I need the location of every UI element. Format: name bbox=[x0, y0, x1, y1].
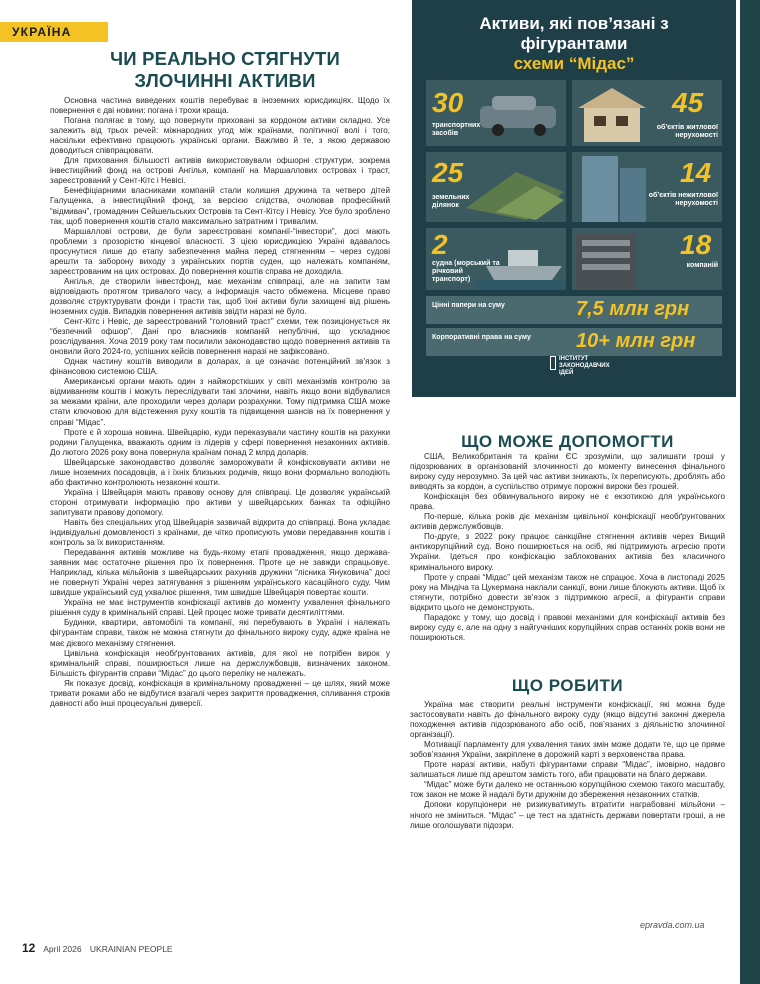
paragraph: Мотивації парламенту для ухвалення таких змін може додати те, що це пряме зобов’язання України, закріплене в дорожній карті з верховенства права. bbox=[410, 740, 725, 760]
paragraph: США, Великобританія та країни ЄС зрозуміли, що залишати гроші у підозрюваних в організованій злочинності до моменту винесення фінального вироку суду нерозумно. За цей час активи зникають, їх переписують, дроблять або виводять за кордон, а суспільство отримує порожні вироки без грошей. bbox=[410, 452, 725, 492]
infographic-title-line-1: Активи, які пов’язані з bbox=[479, 14, 669, 33]
stat-card-vessels bbox=[426, 228, 566, 290]
securities-value: 7,5 млн грн bbox=[576, 298, 690, 320]
securities-row bbox=[426, 296, 722, 324]
stat-number: 45 bbox=[672, 87, 704, 118]
magazine-name: UKRAINIAN PEOPLE bbox=[89, 944, 173, 954]
paragraph: Проте наразі активи, набуті фігурантами справи “Мідас”, імовірно, надовго залишаться лише під арештом замість того, аби працювати на благо держави. bbox=[410, 760, 725, 780]
stat-label: судна (морський та річковий транспорт) bbox=[432, 260, 500, 283]
stat-label: об’єктів нежитлової нерухомості bbox=[648, 192, 718, 207]
institute-logo bbox=[550, 356, 608, 377]
paragraph: Парадокс у тому, що досвід і правові механізми для конфіскації активів без вироку суду є, але на одну з найгучніших корупційних справ останніх років вони не поширюються. bbox=[410, 612, 725, 642]
left-column bbox=[50, 96, 390, 709]
corporate-rights-value: 10+ млн грн bbox=[576, 330, 696, 352]
paragraph: “Мідас” може бути далеко не останньою корупційною схемою такого масштабу, тож закон не може й надалі бути дружнім до збереження незаконних статків. bbox=[410, 780, 725, 800]
paragraph: Однак частину коштів виводили в доларах, а це означає потенційний зв’язок з фінансовою системою США. bbox=[50, 357, 390, 377]
right-column-help bbox=[410, 452, 725, 643]
paragraph: По-перше, кілька років діє механізм цивільної конфіскації необґрунтованих активів держслужбовців. bbox=[410, 512, 725, 532]
corporate-rights-row bbox=[426, 328, 722, 356]
headline-line-1: ЧИ РЕАЛЬНО СТЯГНУТИ bbox=[110, 48, 340, 69]
headline bbox=[60, 48, 390, 92]
help-heading: ЩО МОЖЕ ДОПОМОГТИ bbox=[461, 432, 674, 451]
infographic-title-line-3: схеми “Мідас” bbox=[513, 54, 635, 73]
paragraph: Швейцарське законодавство дозволяє заморожувати й конфісковувати активи не лише іноземних посадовців, а і їхніх близьких родичів, якщо вони формально володіють або фактично контролюють незаконні кошти. bbox=[50, 457, 390, 487]
paragraph: Ангілья, де створили інвестфонд, має механізм співпраці, але на запити там відповідають протягом тривалого часу, а інформація часто обмежена. Місцеве право дозволяє структурувати фонди і трасти так, щоб їхні активи були захищені від рішень іноземних судів. Випадків повернення активів звідти наразі не було. bbox=[50, 276, 390, 316]
headline-line-2: ЗЛОЧИННІ АКТИВИ bbox=[134, 70, 316, 91]
paragraph: Американські органи мають один з найжорсткіших у світі механізмів контролю за відмиванням коштів і можуть переслідувати такі злочини, навіть якщо вони відбувалися за межами країни, але проходили через долари розрахунки. Тому підтримка США може стати ключовою для відстеження руху коштів та підвищення шансів на їх повернення у справі “Мідас”. bbox=[50, 377, 390, 427]
stat-card-companies bbox=[572, 228, 722, 290]
paragraph: Бенефіціарними власниками компаній стали колишня дружина та четверо дітей Галущенка, а інвестиційний фонд, за версією слідства, очолював професійний “відмивач”, громадянин Сейшельських Островів та Сент-Кітсу і Невісу. Усе було зроблено так, щоб повернення коштів стало максимально затратним і тривалим. bbox=[50, 186, 390, 226]
paragraph: Основна частина виведених коштів перебуває в іноземних юрисдикціях. Щодо їх повернення є дві новини: погана і трохи краща. bbox=[50, 96, 390, 116]
stat-card-nonresidential bbox=[572, 152, 722, 222]
stat-number: 25 bbox=[432, 157, 464, 188]
paragraph: Україна не має інструментів конфіскації активів до моменту ухвалення фінального рішення суду в кримінальній справі. Цей процес може тривати десятиліттями. bbox=[50, 598, 390, 618]
issue-date: April 2026 bbox=[43, 944, 82, 954]
source-website: epravda.com.ua bbox=[640, 920, 705, 930]
paragraph: Україна має створити реальні інструменти конфіскації, які можна буде застосовувати навіть до фінального вироку суду (якщо відсутні законні джерела походження активів підозрюваного або осіб, пов’язаних з діяльністю злочинної організації). bbox=[410, 700, 725, 740]
paragraph: Проте є й хороша новина. Швейцарію, куди переказували частину коштів на рахунки родини Галущенка, вважають одним із лідерів у сфері повернення незаконних активів. До лютого 2026 року вона повернула країнам понад 2 млрд доларів. bbox=[50, 427, 390, 457]
paragraph: Для приховання більшості активів використовували офшорні структури, зокрема інвестиційний фонд на острові Ангілья, компанії на Маршаллових островах і траст, зареєстрований у Сент-Кітс і Невісі. bbox=[50, 156, 390, 186]
paragraph: По-друге, з 2022 року працює санкційне стягнення активів через Вищий антикорупційний суд. Воно поширюється на осіб, які підтримують агресію проти України. Ідеться про конфіскацію заблокованих активів без класичного кримінального вироку. bbox=[410, 532, 725, 572]
logo-mark-icon bbox=[550, 356, 556, 370]
paragraph: Погана полягає в тому, що повернути приховані за кордоном активи складно. Усе залежить від трьох речей: міжнародних угод між країнами, політичної волі і того, наскільки ефективно працюють українські органи. Важливо й те, з якою державою доводиться співпрацювати. bbox=[50, 116, 390, 156]
page-footer bbox=[22, 941, 173, 955]
corporate-rights-label: Корпоративні права на суму bbox=[432, 334, 531, 341]
paragraph: Передавання активів можливе на будь-якому етапі провадження, якщо держава-заявник має остаточне рішення про їх повернення. Проте це не завжди спрацьовує. Наприклад, кілька мільйонів з швейцарських рахунків дружини “лісника Януковича” досі не повернуті Україні через затягування з рішенням українського касаційного суду. Чим швидше український суд ухвалює рішення, тим швидше Швейцарія повертає кошти. bbox=[50, 548, 390, 598]
stat-number: 18 bbox=[680, 229, 712, 260]
stat-label: компаній bbox=[686, 262, 718, 269]
section-tag: УКРАЇНА bbox=[0, 22, 108, 42]
logo-text: ІНСТИТУТ ЗАКОНОДАВЧИХ ІДЕЙ bbox=[559, 356, 610, 376]
paragraph: Проте у справі “Мідас” цей механізм також не спрацює. Хоча в листопаді 2025 року на Міндіча та Цукермана наклали санкції, вони лише блокують активи. Щоб їх стягнути, потрібно довести зв’язок з підтримкою агресії, а фігуранти справи відкрито цього не демонструють. bbox=[410, 572, 725, 612]
paragraph: Допоки корупціонери не ризикуватимуть втратити награбовані мільйони – нічого не зміниться. “Мідас” – це тест на здатність держави повертати гроші, а не лише оголошувати підозри. bbox=[410, 800, 725, 830]
stat-label: транспортних засобів bbox=[432, 122, 481, 137]
securities-label: Цінні папери на суму bbox=[432, 302, 505, 309]
paragraph: Сент-Кітс і Невіс, де зареєстрований “головний траст” схеми, теж позиціонується як “безпечний офшор”. Дані про власників компаній непублічні, що ускладнює розслідування. Хоча 2019 року там посилили законодавство щодо повернення активів та оновили його 2024-го, успішних кейсів повернення наразі не зафіксовано. bbox=[50, 317, 390, 357]
stat-card-vehicles bbox=[426, 80, 566, 146]
stat-label: об’єктів житлової нерухомості bbox=[656, 124, 718, 139]
stat-card-land bbox=[426, 152, 566, 222]
paragraph: Навіть без спеціальних угод Швейцарія зазвичай відкрита до співпраці. Вона укладає індивідуальні домовленості з країнами, де чітко прописують умови передавання коштів і контроль за їх використанням. bbox=[50, 517, 390, 548]
infographic bbox=[412, 0, 736, 397]
todo-heading: ЩО РОБИТИ bbox=[511, 676, 624, 695]
paragraph: Конфіскація без обвинувального вироку не є екзотикою для українського права. bbox=[410, 492, 725, 512]
right-edge-bar bbox=[740, 0, 760, 984]
stat-number: 2 bbox=[432, 229, 448, 260]
right-column-todo bbox=[410, 700, 725, 831]
stat-number: 30 bbox=[432, 87, 464, 118]
stat-card-residential bbox=[572, 80, 722, 146]
stat-label: земельних ділянок bbox=[432, 194, 470, 209]
infographic-title-line-2: фігурантами bbox=[520, 34, 628, 53]
paragraph: Будинки, квартири, автомобілі та компанії, які перебувають в Україні і належать фігурантам справи, також не можна стягнути до фінального вироку суду, адже країна не має дієвого механізму стягнення. bbox=[50, 618, 390, 648]
page-number: 12 bbox=[22, 941, 36, 955]
paragraph: Маршаллові острови, де були зареєстровані компанії-“інвестори”, досі мають проблеми з прозорістю кінцевої власності. З цією юрисдикцією Україні вдавалось просунутися лише до етапу забезпечення майна перед стягненням – через судові арешти та заборону виходу з українських портів суден, що належать компаніям, зареєстрованим на цих островах. До повернення коштів справа не доходила. bbox=[50, 226, 390, 276]
stat-number: 14 bbox=[680, 157, 712, 188]
paragraph: Як показує досвід, конфіскація в кримінальному провадженні – це шлях, який може тривати роками або не відбутися взагалі через закриття провадження, спливання строків давності або інші процесуальні диверсії. bbox=[50, 678, 390, 708]
paragraph: Україна і Швейцарія мають правову основу для співпраці. Це дозволяє українській стороні отримувати інформацію про активи у швейцарських банках та офіційно запитувати правову допомогу. bbox=[50, 487, 390, 517]
paragraph: Цивільна конфіскація необґрунтованих активів, для якої не потрібен вирок у кримінальній справі, поширюється лише на держслужбовців, визначених законом. Більшість фігурантів справи “Мідас” до цього переліку не належать. bbox=[50, 648, 390, 678]
